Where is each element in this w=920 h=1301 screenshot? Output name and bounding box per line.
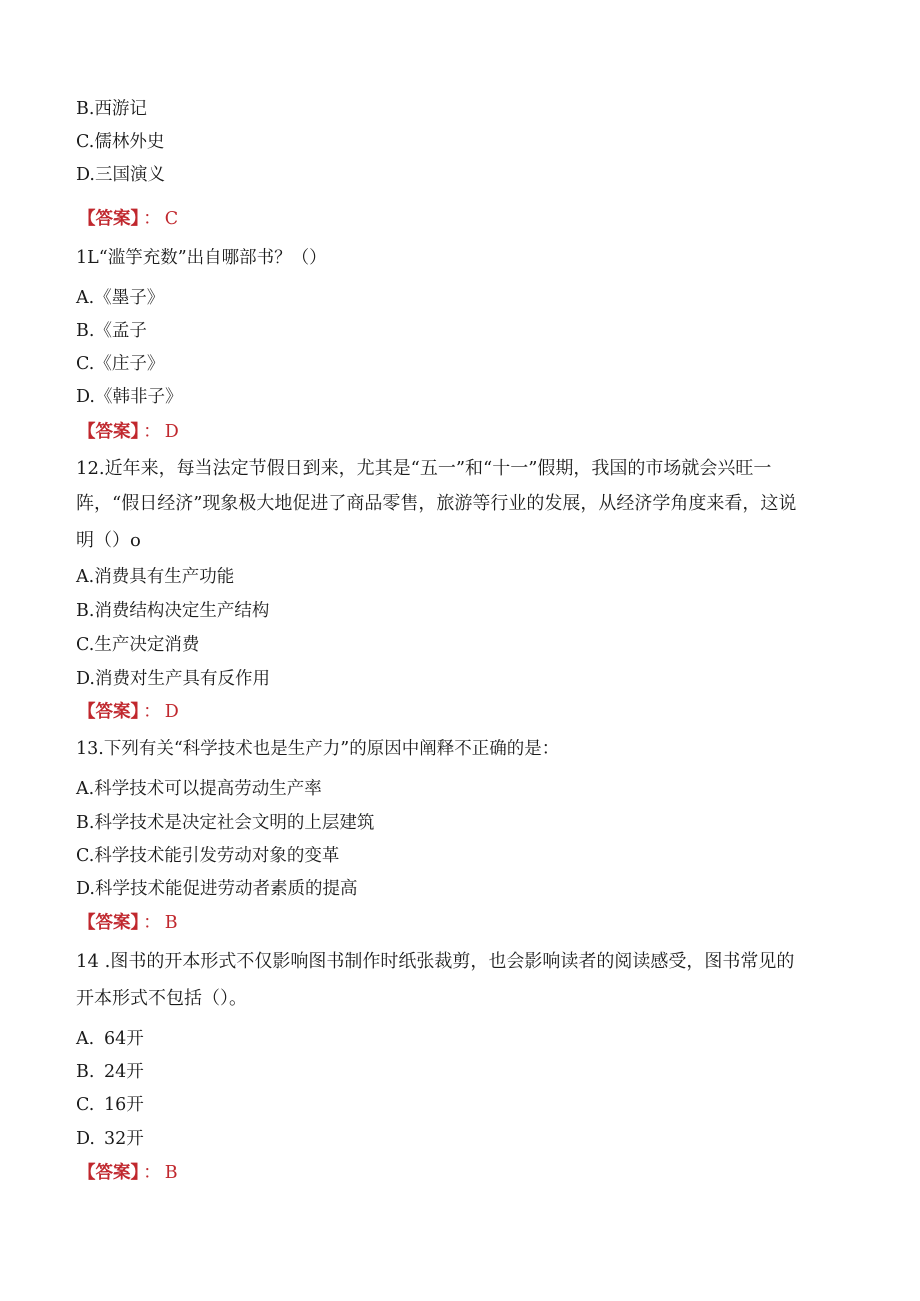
- q12-option-a: [76, 569, 234, 587]
- answer-separator: ：: [143, 913, 161, 933]
- q11-answer: [78, 424, 179, 442]
- q10-answer: [78, 211, 178, 229]
- answer-separator: ：: [143, 422, 161, 442]
- option-text: 《庄子》: [94, 354, 165, 374]
- q10-option-c: [76, 134, 164, 152]
- option-label: C.: [76, 846, 95, 866]
- option-label: A.: [76, 779, 95, 799]
- option-label: A.: [76, 1029, 95, 1049]
- answer-value: B: [164, 913, 178, 933]
- q14-stem-line-1: 14 .图书的开本形式不仅影响图书制作时纸张裁剪，也会影响读者的阅读感受，图书常见的: [76, 951, 795, 972]
- q12-answer: [78, 704, 179, 722]
- q13-option-a: [76, 781, 322, 799]
- q12-stem-line-1: 12.近年来，每当法定节假日到来，尤其是“五一”和“十一”假期，我国的市场就会兴旺一: [76, 458, 772, 479]
- answer-tag: 【答案】: [78, 702, 140, 722]
- answer-tag: 【答案】: [78, 209, 140, 229]
- option-text: 科学技术可以提高劳动生产率: [94, 779, 322, 799]
- option-text: 西游记: [94, 99, 147, 119]
- option-label: B.: [76, 601, 95, 621]
- q13-answer: [78, 915, 178, 933]
- option-text: 《孟子: [94, 321, 147, 341]
- q12-option-b: [76, 603, 269, 621]
- option-text: 消费对生产具有反作用: [94, 669, 270, 689]
- option-label: B.: [76, 813, 95, 833]
- option-text: 《墨子》: [94, 288, 165, 308]
- q13-option-c: [76, 848, 339, 866]
- option-text: 64开: [104, 1029, 144, 1049]
- option-text: 科学技术能促进劳动者素质的提高: [94, 879, 358, 899]
- q11-option-d: [76, 389, 182, 407]
- option-text: 儒林外史: [94, 132, 165, 152]
- option-text: 消费结构决定生产结构: [94, 601, 270, 621]
- q14-option-c: [76, 1097, 144, 1115]
- answer-value: D: [164, 702, 179, 722]
- option-text: 32开: [104, 1129, 144, 1149]
- answer-tag: 【答案】: [78, 913, 140, 933]
- option-text: 三国演义: [94, 165, 165, 185]
- q11-option-b: [76, 323, 147, 341]
- answer-separator: ：: [143, 1163, 161, 1183]
- option-label: D.: [76, 879, 95, 899]
- option-label: B.: [76, 1062, 95, 1082]
- option-label: C.: [76, 1095, 95, 1115]
- q13-stem: 13.下列有关“科学技术也是生产力”的原因中阐释不正确的是：: [76, 739, 560, 759]
- answer-value: C: [164, 209, 179, 229]
- q13-option-b: [76, 815, 374, 833]
- option-label: D.: [76, 165, 95, 185]
- option-label: D.: [76, 669, 95, 689]
- option-text: 科学技术能引发劳动对象的变革: [94, 846, 340, 866]
- option-text: 生产决定消费: [94, 635, 200, 655]
- answer-value: D: [164, 422, 179, 442]
- option-text: 科学技术是决定社会文明的上层建筑: [94, 813, 375, 833]
- option-label: B.: [76, 321, 95, 341]
- q14-option-a: [76, 1031, 144, 1049]
- q14-answer: [78, 1165, 178, 1183]
- q12-stem-line-2: 阵，“假日经济”现象极大地促进了商品零售，旅游等行业的发展，从经济学角度来看，这说: [76, 493, 797, 514]
- q14-option-d: [76, 1131, 144, 1149]
- q10-option-b: [76, 101, 147, 119]
- option-text: 消费具有生产功能: [94, 567, 235, 587]
- option-label: B.: [76, 99, 95, 119]
- option-label: D.: [76, 387, 95, 407]
- answer-separator: ：: [143, 209, 161, 229]
- option-text: 24开: [104, 1062, 144, 1082]
- option-label: C.: [76, 635, 95, 655]
- q13-option-d: [76, 881, 357, 899]
- answer-tag: 【答案】: [78, 422, 140, 442]
- answer-value: B: [164, 1163, 178, 1183]
- q11-option-a: [76, 290, 164, 308]
- q14-option-b: [76, 1064, 144, 1082]
- answer-separator: ：: [143, 702, 161, 722]
- option-text: 16开: [104, 1095, 144, 1115]
- option-text: 《韩非子》: [94, 387, 183, 407]
- q11-option-c: [76, 356, 164, 374]
- option-label: D.: [76, 1129, 95, 1149]
- q14-stem-line-2: 开本形式不包括（）。: [76, 988, 247, 1009]
- q12-option-c: [76, 637, 199, 655]
- q12-option-d: [76, 671, 270, 689]
- q11-stem: 1L“滥竽充数”出自哪部书？（）: [76, 248, 327, 268]
- option-label: A.: [76, 288, 95, 308]
- q12-stem-line-3: 明（）o: [76, 530, 141, 551]
- option-label: C.: [76, 132, 95, 152]
- q10-option-d: [76, 167, 165, 185]
- option-label: A.: [76, 567, 95, 587]
- option-label: C.: [76, 354, 95, 374]
- answer-tag: 【答案】: [78, 1163, 140, 1183]
